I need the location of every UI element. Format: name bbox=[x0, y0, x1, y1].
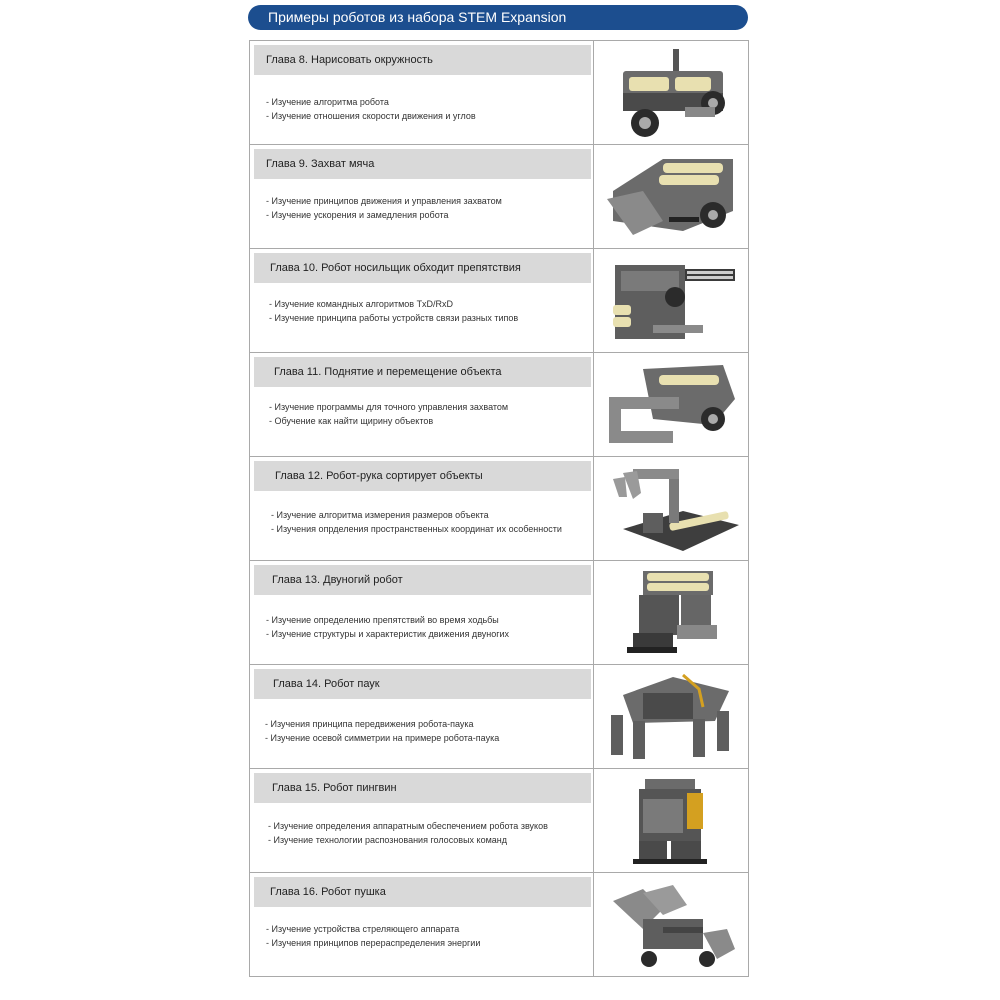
bullet-item: - Изучение структуры и характеристик движения двуногих bbox=[266, 629, 510, 639]
chapter-title: Глава 8. Нарисовать окружность bbox=[254, 45, 591, 75]
bullet-item: - Изучение алгоритма измерения размеров объекта bbox=[271, 510, 489, 520]
robot-image-cell bbox=[595, 353, 748, 456]
bullet-item: - Изучение определения аппаратным обеспечением робота звуков bbox=[268, 821, 548, 831]
table-row bbox=[250, 41, 748, 145]
chapter-title: Глава 9. Захват мяча bbox=[254, 149, 591, 179]
bullet-item: - Изучения опрделения пространственных координат их особенности bbox=[271, 524, 562, 534]
bullet-list bbox=[266, 95, 476, 123]
chapter-title: Глава 11. Поднятие и перемещение объекта bbox=[254, 357, 591, 387]
robot-image-cell bbox=[595, 457, 748, 560]
description-cell bbox=[250, 457, 594, 560]
bullet-list bbox=[269, 400, 508, 428]
penguin-robot-image bbox=[603, 775, 739, 867]
bullet-list bbox=[268, 819, 548, 847]
description-cell bbox=[250, 41, 594, 144]
description-cell bbox=[250, 873, 594, 976]
spider-robot-image bbox=[603, 671, 739, 763]
robot-image-cell bbox=[595, 665, 748, 768]
description-cell bbox=[250, 665, 594, 768]
chapter-title: Глава 10. Робот носильщик обходит препятствия bbox=[254, 253, 591, 283]
bullet-list bbox=[266, 922, 480, 950]
robot-arm-image bbox=[603, 463, 739, 555]
bullet-item: - Изучение устройства стреляющего аппарата bbox=[266, 924, 460, 934]
bullet-item: - Изучение командных алгоритмов TxD/RxD bbox=[269, 299, 454, 309]
chapter-title: Глава 15. Робот пингвин bbox=[254, 773, 591, 803]
bullet-item: - Изучение осевой симметрии на примере робота-паука bbox=[265, 733, 500, 743]
table-row bbox=[250, 769, 748, 873]
robot-image-cell bbox=[595, 145, 748, 248]
bullet-list bbox=[265, 717, 499, 745]
cannon-robot-image bbox=[603, 879, 739, 971]
description-cell bbox=[250, 561, 594, 664]
bullet-item: - Изучение ускорения и замедления робота bbox=[266, 210, 449, 220]
bullet-item: - Обучение как найти щирину объектов bbox=[269, 416, 434, 426]
bullet-list bbox=[266, 613, 509, 641]
table-row bbox=[250, 561, 748, 665]
robot-image-cell bbox=[595, 873, 748, 976]
banner-title: Примеры роботов из набора STEM Expansion bbox=[248, 5, 748, 30]
description-cell bbox=[250, 353, 594, 456]
bullet-item: - Изучение принципов движения и управления захватом bbox=[266, 196, 502, 206]
bullet-item: - Изучения принципов перераспределения энергии bbox=[266, 938, 481, 948]
wheeled-robot-with-pen-image bbox=[603, 47, 739, 139]
bullet-item: - Изучение технологии распознования голосовых команд bbox=[268, 835, 508, 845]
bullet-item: - Изучение отношения скорости движения и углов bbox=[266, 111, 476, 121]
chapter-title: Глава 13. Двуногий робот bbox=[254, 565, 591, 595]
robot-examples-table bbox=[249, 40, 749, 977]
description-cell bbox=[250, 249, 594, 352]
table-row bbox=[250, 873, 748, 976]
table-row bbox=[250, 249, 748, 353]
chapter-title: Глава 14. Робот паук bbox=[254, 669, 591, 699]
bullet-item: - Изучение алгоритма робота bbox=[266, 97, 389, 107]
lifting-gripper-robot-image bbox=[603, 359, 739, 451]
bullet-item: - Изучения принципа передвижения робота-паука bbox=[265, 719, 474, 729]
biped-robot-image bbox=[603, 567, 739, 659]
description-cell bbox=[250, 769, 594, 872]
chapter-title: Глава 12. Робот-рука сортирует объекты bbox=[254, 461, 591, 491]
carrier-robot-image bbox=[603, 255, 739, 347]
bullet-item: - Изучение определению препятствий во время ходьбы bbox=[266, 615, 499, 625]
bullet-list bbox=[271, 508, 562, 536]
table-row bbox=[250, 457, 748, 561]
bullet-list bbox=[266, 194, 502, 222]
bullet-list bbox=[269, 297, 518, 325]
robot-image-cell bbox=[595, 249, 748, 352]
robot-image-cell bbox=[595, 769, 748, 872]
table-row bbox=[250, 665, 748, 769]
bullet-item: - Изучение программы для точного управления захватом bbox=[269, 402, 509, 412]
table-row bbox=[250, 145, 748, 249]
robot-image-cell bbox=[595, 561, 748, 664]
robot-image-cell bbox=[595, 41, 748, 144]
description-cell bbox=[250, 145, 594, 248]
ball-gripper-robot-image bbox=[603, 151, 739, 243]
table-row bbox=[250, 353, 748, 457]
bullet-item: - Изучение принципа работы устройств связи разных типов bbox=[269, 313, 519, 323]
chapter-title: Глава 16. Робот пушка bbox=[254, 877, 591, 907]
